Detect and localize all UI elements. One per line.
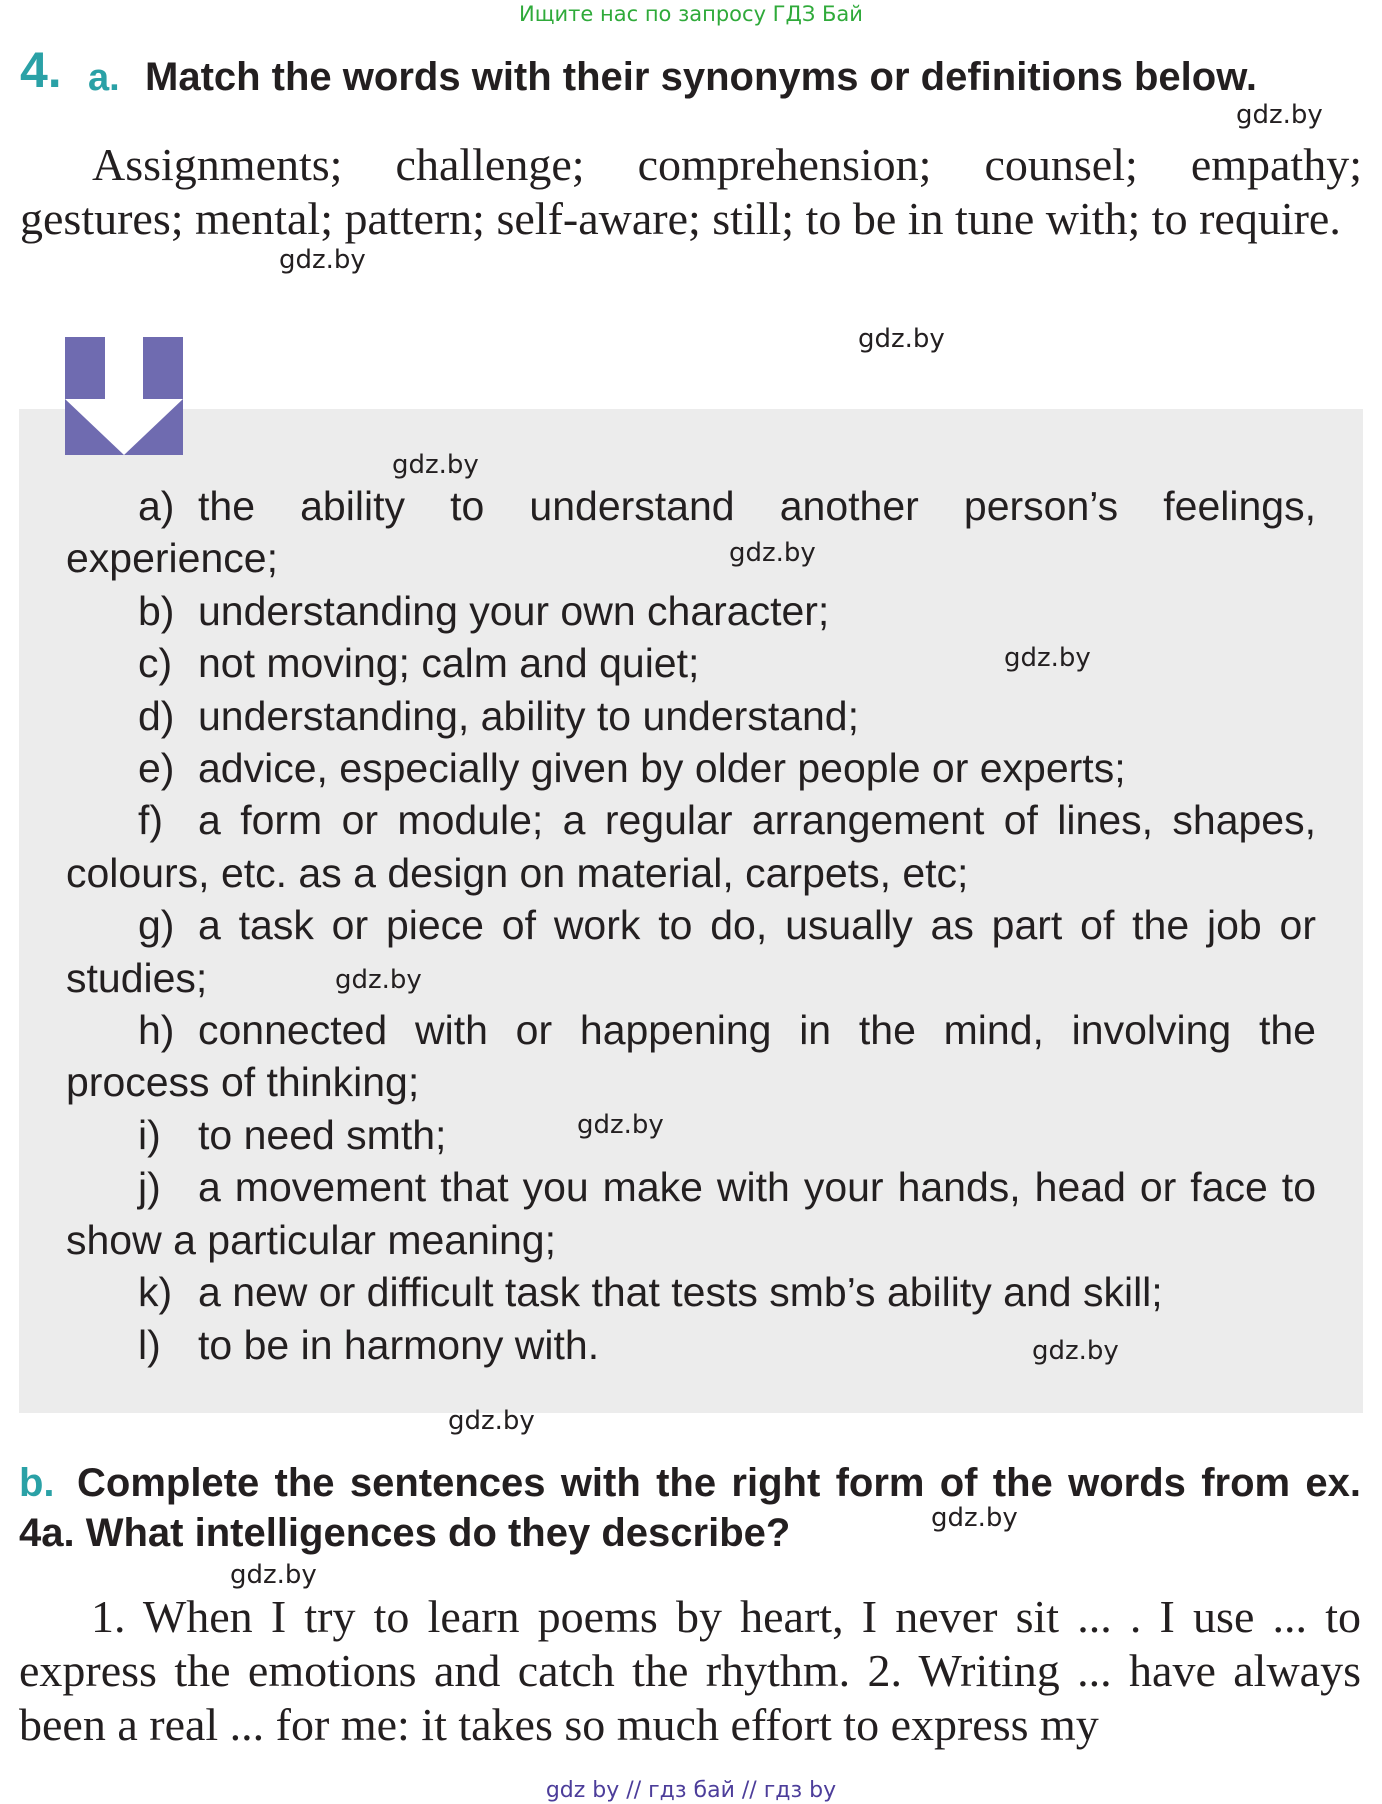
definition-text: advice, especially given by older people or experts; [198, 745, 1126, 792]
down-arrow-icon [65, 337, 183, 455]
part-b-sentences: 1. When I try to learn poems by heart, I never sit ... . I use ... to express the emotions and catch the rhythm. 2. Writing ... have always been a real ... for me: it takes so much effort to express my [19, 1591, 1361, 1750]
watermark: gdz.by [858, 324, 945, 354]
definition-letter: h) [138, 1007, 175, 1054]
watermark: gdz.by [1032, 1336, 1119, 1366]
definition-item [66, 794, 1316, 899]
definition-letter: b) [138, 587, 175, 634]
watermark: gdz.by [448, 1406, 535, 1436]
part-a-instruction: Match the words with their synonyms or definitions below. [145, 55, 1257, 99]
definition-item [66, 637, 1316, 689]
watermark: gdz.by [1236, 100, 1323, 130]
definition-letter: c) [138, 640, 173, 687]
watermark: gdz.by [230, 1560, 317, 1590]
definition-text: connected with or happening in the mind, involving the process of thinking; [66, 1007, 1316, 1106]
definition-letter: k) [138, 1269, 173, 1316]
definition-letter: l) [138, 1321, 161, 1368]
definition-letter: a) [138, 483, 175, 529]
definition-item [66, 1319, 1316, 1371]
definition-item [66, 480, 1316, 585]
exercise-number: 4. [20, 42, 62, 98]
definition-item [66, 1109, 1316, 1161]
word-list: Assignments; challenge; comprehension; counsel; empathy; gestures; mental; pattern; self-aware; still; to be in tune with; to require. [20, 139, 1362, 244]
watermark: gdz.by [279, 245, 366, 275]
definition-text: a task or piece of work to do, usually as part of the job or studies; [66, 902, 1316, 1001]
part-b-label: b. [19, 1461, 55, 1505]
definition-text: to be in harmony with. [198, 1321, 600, 1368]
definition-item [66, 1161, 1316, 1266]
definition-item [66, 585, 1316, 637]
definition-item [66, 1266, 1316, 1318]
definition-text: understanding, ability to understand; [198, 692, 860, 739]
definition-text: to need smth; [198, 1111, 447, 1158]
watermark: gdz.by [577, 1110, 664, 1140]
definition-letter: g) [138, 902, 175, 949]
footer-note[interactable]: gdz by // гдз бай // гдз by [545, 1778, 837, 1803]
definition-text: a form or module; a regular arrangement of lines, shapes, colours, etc. as a design on material, carpets, etc; [66, 797, 1316, 896]
definition-text: a new or difficult task that tests smb’s ability and skill; [198, 1269, 1163, 1316]
header-note[interactable]: Ищите нас по запросу ГДЗ Бай [519, 2, 863, 26]
definition-text: a movement that you make with your hands, head or face to show a particular meaning; [66, 1164, 1316, 1263]
definition-letter: f) [138, 797, 164, 844]
definition-item [66, 899, 1316, 1004]
definition-letter: d) [138, 692, 175, 739]
definition-letter: i) [138, 1111, 161, 1158]
definition-item [66, 742, 1316, 794]
watermark: gdz.by [729, 538, 816, 568]
definitions-list [66, 480, 1316, 1371]
watermark: gdz.by [1004, 643, 1091, 673]
watermark: gdz.by [931, 1503, 1018, 1533]
definition-letter: j) [138, 1164, 161, 1211]
definition-text: the ability to understand another person’s feelings, experience; [66, 483, 1316, 582]
watermark: gdz.by [392, 450, 479, 480]
watermark: gdz.by [335, 965, 422, 995]
definition-text: understanding your own character; [198, 587, 830, 634]
part-a-label: a. [88, 57, 120, 99]
definition-letter: e) [138, 745, 175, 792]
definition-text: not moving; calm and quiet; [198, 640, 700, 687]
part-b-instruction: Complete the sentences with the right form of the words from ex. 4a. What intelligences do they describe? [19, 1461, 1361, 1555]
definition-item [66, 690, 1316, 742]
definition-item [66, 1004, 1316, 1109]
